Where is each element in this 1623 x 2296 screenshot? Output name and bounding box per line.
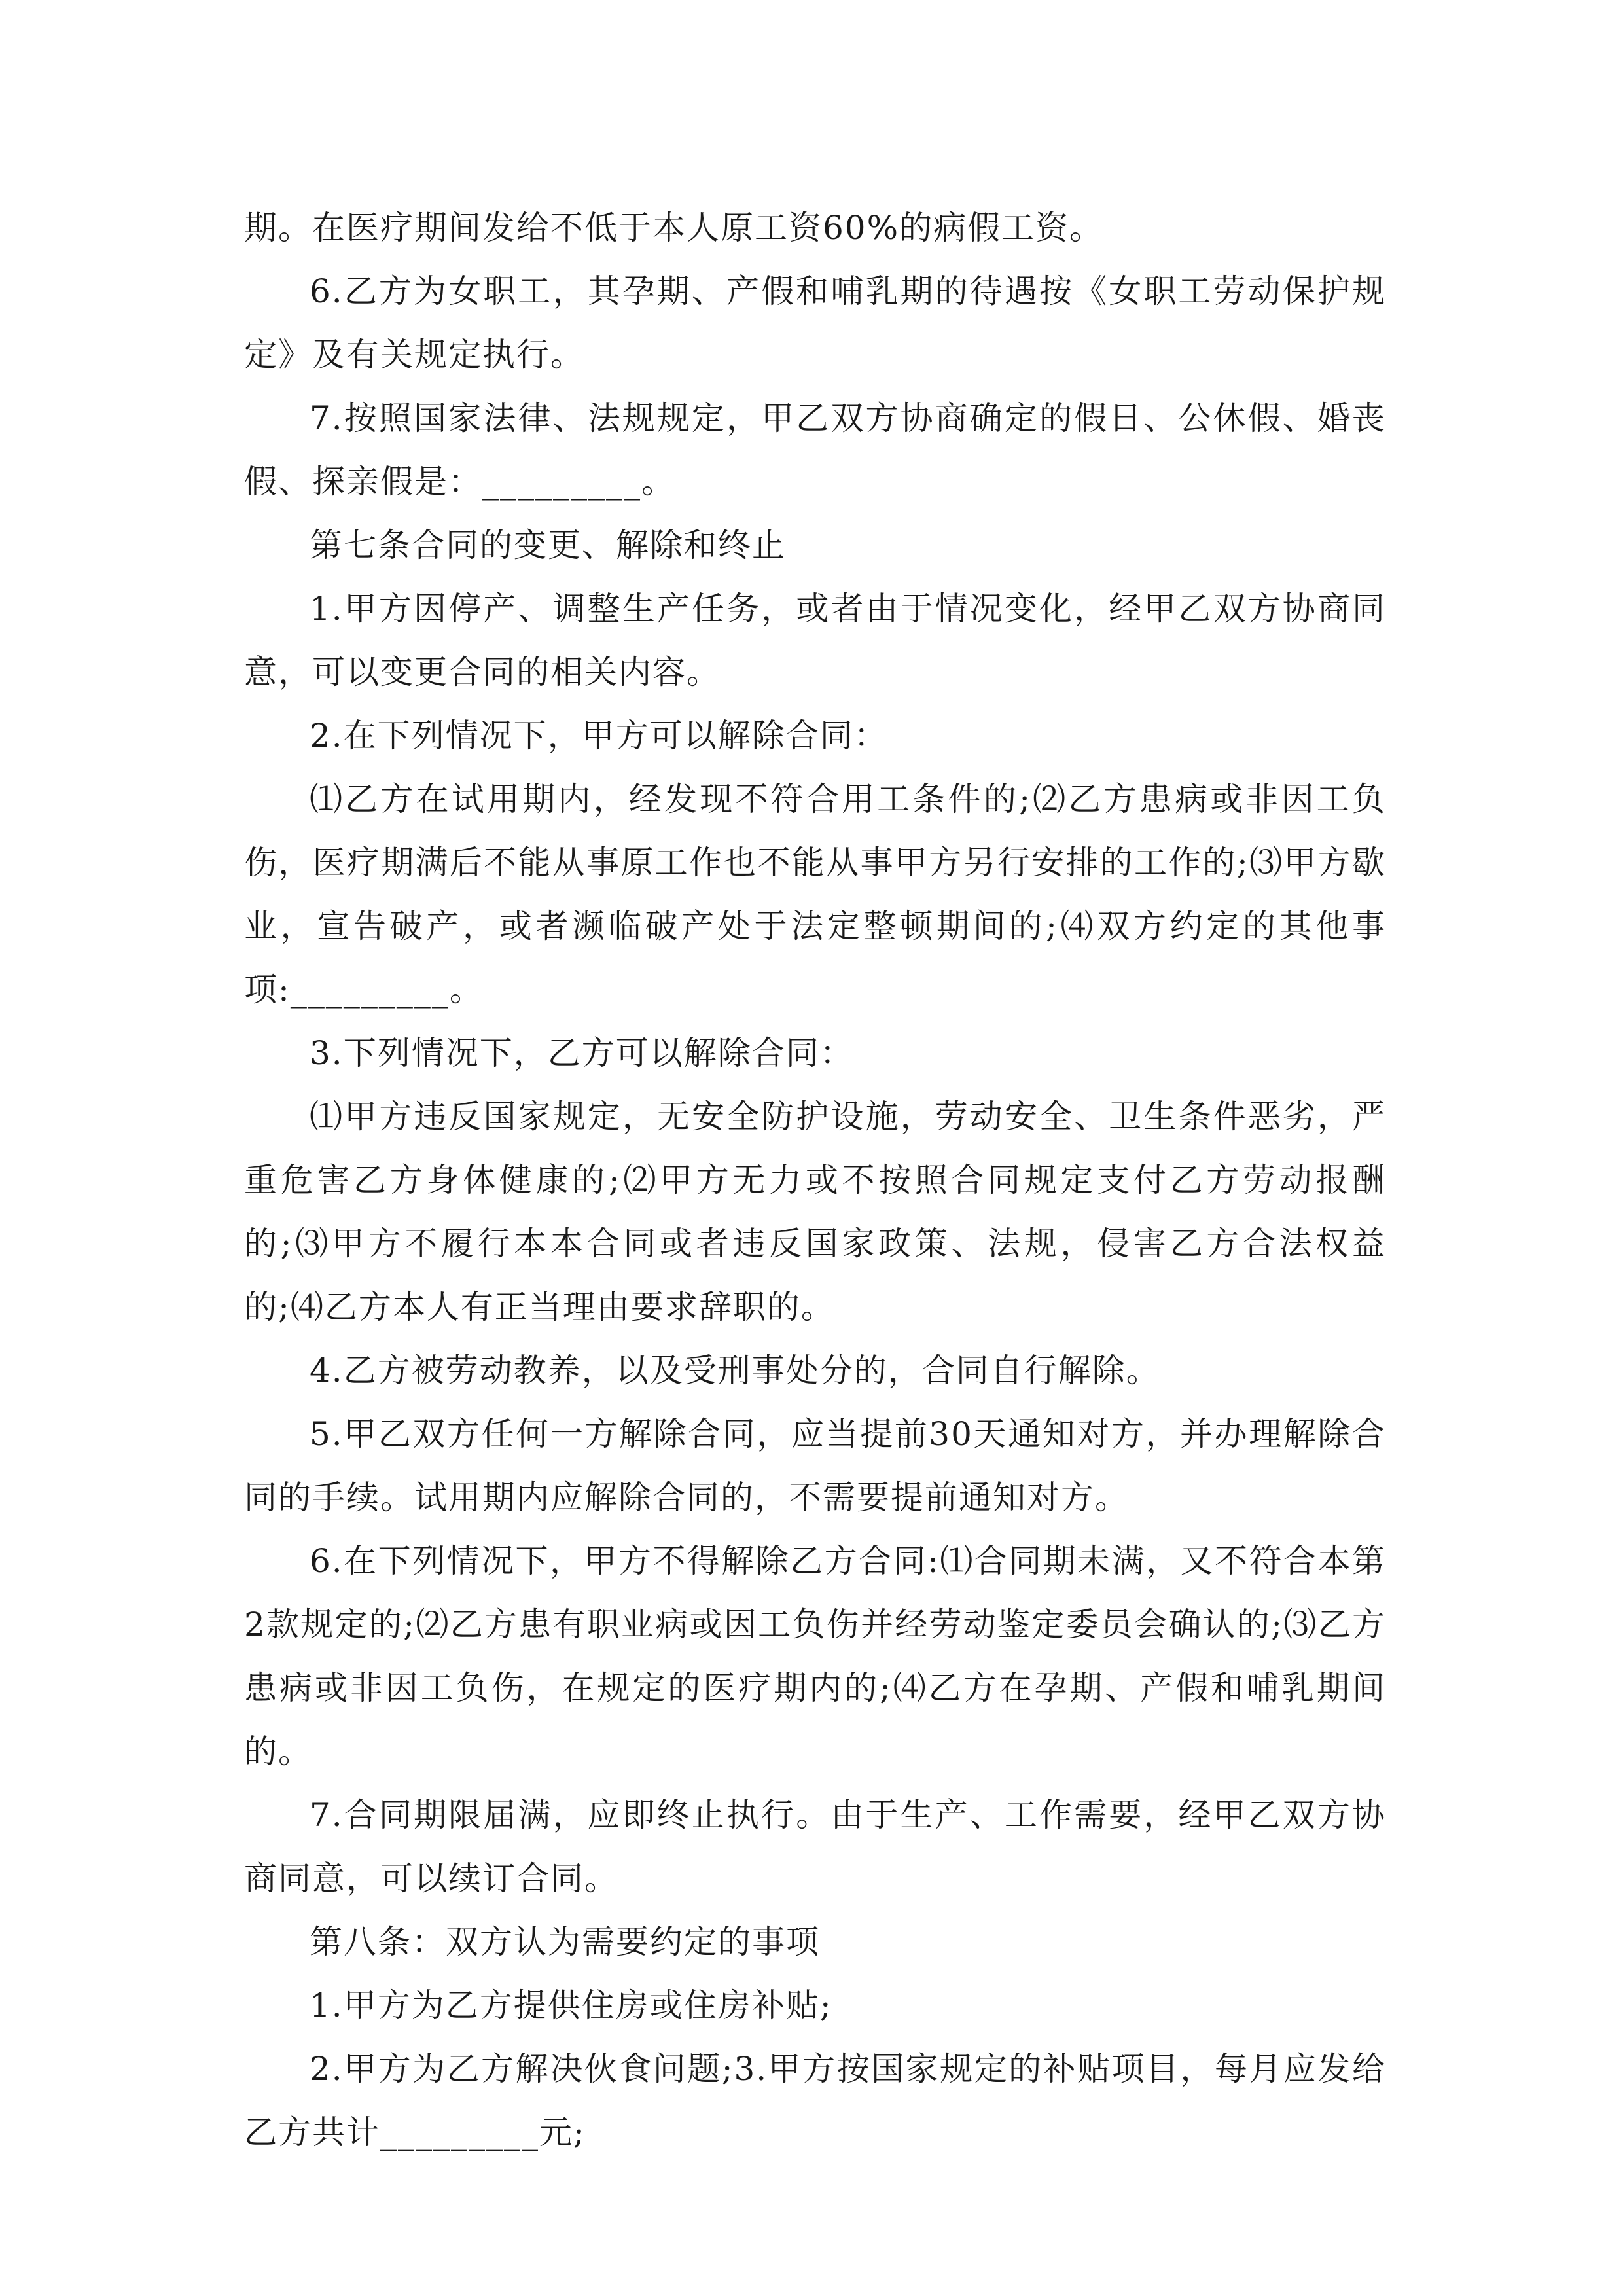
document-body [244,196,1386,2164]
paragraph-automatic-termination: 4.乙方被劳动教养，以及受刑事处分的，合同自行解除。 [310,1352,1160,1390]
paragraph-employee-termination-intro: 3.下列情况下，乙方可以解除合同： [310,1034,854,1072]
paragraph-employer-termination-cases: ⑴乙方在试用期内，经发现不符合用工条件的;⑵乙方患病或非因工负伤，医疗期满后不能从事原工作也不能从事甲方另行安排的工作的;⑶甲方歇业，宣告破产，或者濒临破产处于法定整顿期间的;⑷双方约定的其他事项:_________。 [244,780,1386,1009]
paragraph-meals-subsidy: 2.甲方为乙方解决伙食问题;3.甲方按国家规定的补贴项目，每月应发给乙方共计_________元; [244,2050,1386,2151]
paragraph-termination-restrictions: 6.在下列情况下，甲方不得解除乙方合同:⑴合同期未满，又不符合本第2款规定的;⑵乙方患有职业病或因工负伤并经劳动鉴定委员会确认的;⑶乙方患病或非因工负伤，在规定的医疗期内的;⑷乙方在孕期、产假和哺乳期间的。 [244,1542,1386,1770]
paragraph-employer-termination-intro: 2.在下列情况下，甲方可以解除合同： [310,717,888,755]
paragraph-contract-change: 1.甲方因停产、调整生产任务，或者由于情况变化，经甲乙双方协商同意，可以变更合同的相关内容。 [244,590,1386,691]
section-heading-article-7: 第七条合同的变更、解除和终止 [310,526,786,564]
paragraph-sick-pay: 期。在医疗期间发给不低于本人原工资60%的病假工资。 [244,209,1104,247]
paragraph-housing: 1.甲方为乙方提供住房或住房补贴; [310,1986,832,2024]
paragraph-holidays: 7.按照国家法律、法规规定，甲乙双方协商确定的假日、公休假、婚丧假、探亲假是：_________。 [244,399,1386,501]
paragraph-contract-expiry: 7.合同期限届满，应即终止执行。由于生产、工作需要，经甲乙双方协商同意，可以续订合同。 [244,1796,1386,1897]
paragraph-female-worker: 6.乙方为女职工，其孕期、产假和哺乳期的待遇按《女职工劳动保护规定》及有关规定执行。 [244,272,1386,374]
paragraph-notice-period: 5.甲乙双方任何一方解除合同，应当提前30天通知对方，并办理解除合同的手续。试用期内应解除合同的，不需要提前通知对方。 [244,1415,1386,1516]
section-heading-article-8: 第八条：双方认为需要约定的事项 [310,1923,820,1961]
paragraph-employee-termination-cases: ⑴甲方违反国家规定，无安全防护设施，劳动安全、卫生条件恶劣，严重危害乙方身体健康的;⑵甲方无力或不按照合同规定支付乙方劳动报酬的;⑶甲方不履行本本合同或者违反国家政策、法规，侵害乙方合法权益的;⑷乙方本人有正当理由要求辞职的。 [244,1098,1386,1326]
